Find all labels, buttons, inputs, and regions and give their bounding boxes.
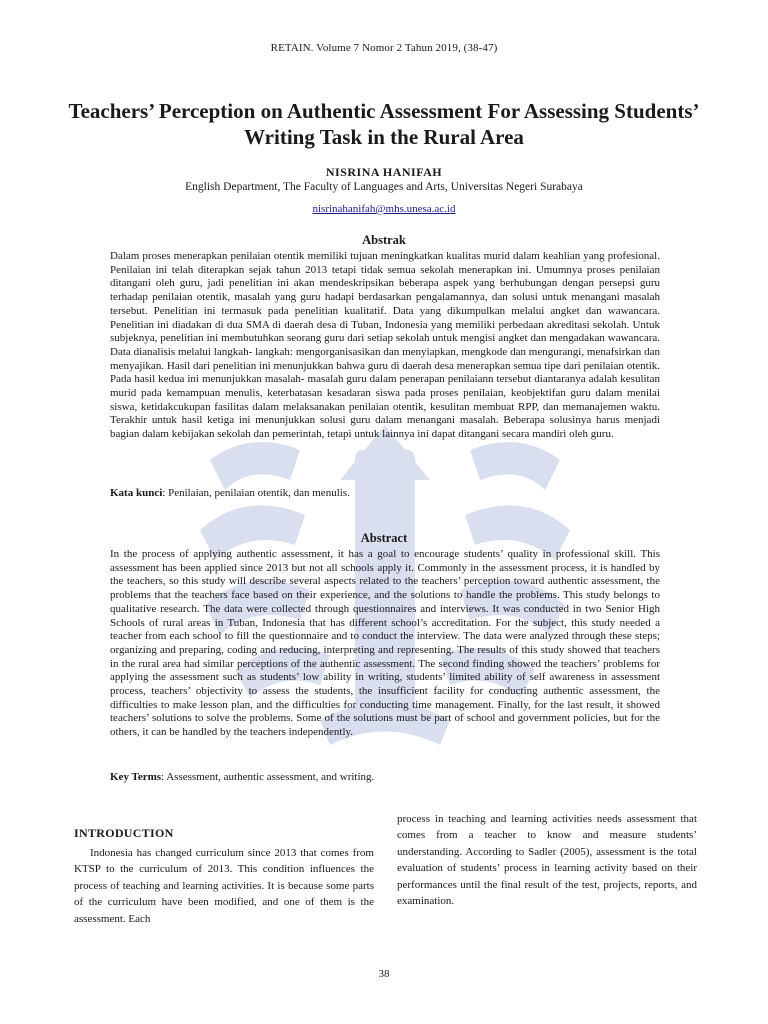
- introduction-heading: INTRODUCTION: [74, 826, 174, 840]
- author-affiliation: English Department, The Faculty of Languages and Arts, Universitas Negeri Surabaya: [185, 181, 583, 193]
- author-email-link[interactable]: nisrinahanifah@mhs.unesa.ac.id: [312, 203, 456, 215]
- introduction-text-right: process in teaching and learning activities needs assessment that comes from a teacher to know and measure students’ understanding. According to Sadler (2005), assessment is the total evaluation of students’ process in learning activity based on their performances until the final result of the test, projects, reports, and examination.: [397, 813, 697, 908]
- abstrak-keywords: [110, 487, 660, 499]
- abstrak-text: Dalam proses menerapkan penilaian otentik memiliki tujuan meningkatkan kualitas murid dalam keahlian yang profesional. Penilaian ini telah diterapkan sejak tahun 2013 tetapi tidak semua sekolah menerapkan ini. Umumnya proses penilaian ditangani oleh guru, jadi penelitian ini akan mendeskripsikan beberapa aspek yang berhubungan dengan persepsi guru terhadap penilaian otentik, masalah yang guru hadapi berdasarkan pengalamannya, dan solusi untuk menangani masalah tersebut. Penelitian ini termasuk pada penelitian kualitatif. Data yang dikumpulkan melalui angket dan wawancara. Penelitian ini diadakan di dua SMA di daerah desa di Tuban, Indonesia yang memiliki perbedaan akreditasi sekolah. Untuk subjeknya, penelitian ini membutuhkan seorang guru dari setiap sekolah untuk mengisi angket dan mengadakan wawancara. Data dianalisis melalui langkah- langkah: mengorganisasikan dan menyiapkan, mengkode dan mengurangi, menafsirkan dan menyajikan. Hasil dari penelitian ini menunjukkan bahwa guru di daerah desa menerapkan semua tipe dari penilaian otentik. Pada hasil kedua ini menunjukkan masalah- masalah guru dalam penerapan penilaiann tersebut diantaranya adalah kesulitan murid pada kemampuan menulis, keterbatasan kesadaran siswa pada proses penilaian, keobjektifan guru dalam menilai siswa, ketidakcukupan fasilitas dalam melaksanakan penilaian otentik, kesulitan membuat RPP, dan memanajemen waktu. Terakhir untuk hasil ketiga ini menunjukkan solusi guru dalam menangani masalah. Beberapa solusinya harus menjadi bagian dalam kebijakan sekolah dan pemerintah, tetapi untuk lainnya ini dapat ditangani secara mandiri oleh guru.: [110, 250, 660, 441]
- running-head: RETAIN. Volume 7 Nomor 2 Tahun 2019, (38-47): [270, 42, 498, 54]
- author-name: NISRINA HANIFAH: [325, 165, 443, 179]
- abstract-keywords-value: : Assessment, authentic assessment, and writing.: [161, 771, 375, 783]
- abstract-text: In the process of applying authentic assessment, it has a goal to encourage students’ quality in professional skill. This assessment has been applied since 2013 but not all schools apply it. Commonly in the assessment process, it is handled by the teachers, so this study will describe several aspects related to the teachers’ perception toward authentic assessment, the problems that the teachers face based on their experience, and the solutions to handle the problems. This study belongs to qualitative research. The data were collected through questionnaires and interviews. It was conducted in two Senior High Schools of rural areas in Tuban, Indonesia that has different school’s accreditation. For the subject, this study needed a teacher from each school to fill the questionnaire and to conduct the interview. The data were analyzed through these steps; organizing and preparing, coding and reducing, interpreting and representing. The results of this study showed that teachers in the rural area had similar perceptions of the authentic assessment. The second finding showed the teachers’ problems for applying the assessment such as students’ low ability in writing, students’ limited ability of self awareness in assessment process, teachers’ objectivity to assess the students, the insufficient facility for conducting authentic assessment, the difficulties to make lesson plan, and the difficulties for conducting time management. Finally, for the last result, it showed teachers’ solutions to solve the problems. Some of the solutions must be part of school and government policies, but for the others, it can be handled by the teachers independently.: [110, 548, 660, 739]
- abstract-keywords: [110, 771, 660, 783]
- paper-title: Teachers’ Perception on Authentic Assessment For Assessing Students’ Writing Task in the Rural Area: [68, 99, 700, 149]
- abstract-keywords-label: Key Terms: [110, 771, 162, 783]
- abstract-heading: Abstract: [360, 531, 408, 545]
- abstrak-heading: Abstrak: [362, 233, 406, 247]
- left-column: [74, 826, 374, 927]
- right-column: [397, 811, 697, 909]
- introduction-text-left: Indonesia has changed curriculum since 2013 that comes from KTSP to the curriculum of 2013. This condition influences the process of teaching and learning activities. It is because some parts of the curriculum have been modified, and one of them is the assessment. Each: [74, 847, 374, 925]
- abstrak-keywords-label: Kata kunci: [110, 487, 163, 499]
- author-email: [0, 203, 768, 215]
- abstrak-keywords-value: : Penilaian, penilaian otentik, dan menulis.: [162, 487, 350, 499]
- page-number: 38: [378, 968, 390, 980]
